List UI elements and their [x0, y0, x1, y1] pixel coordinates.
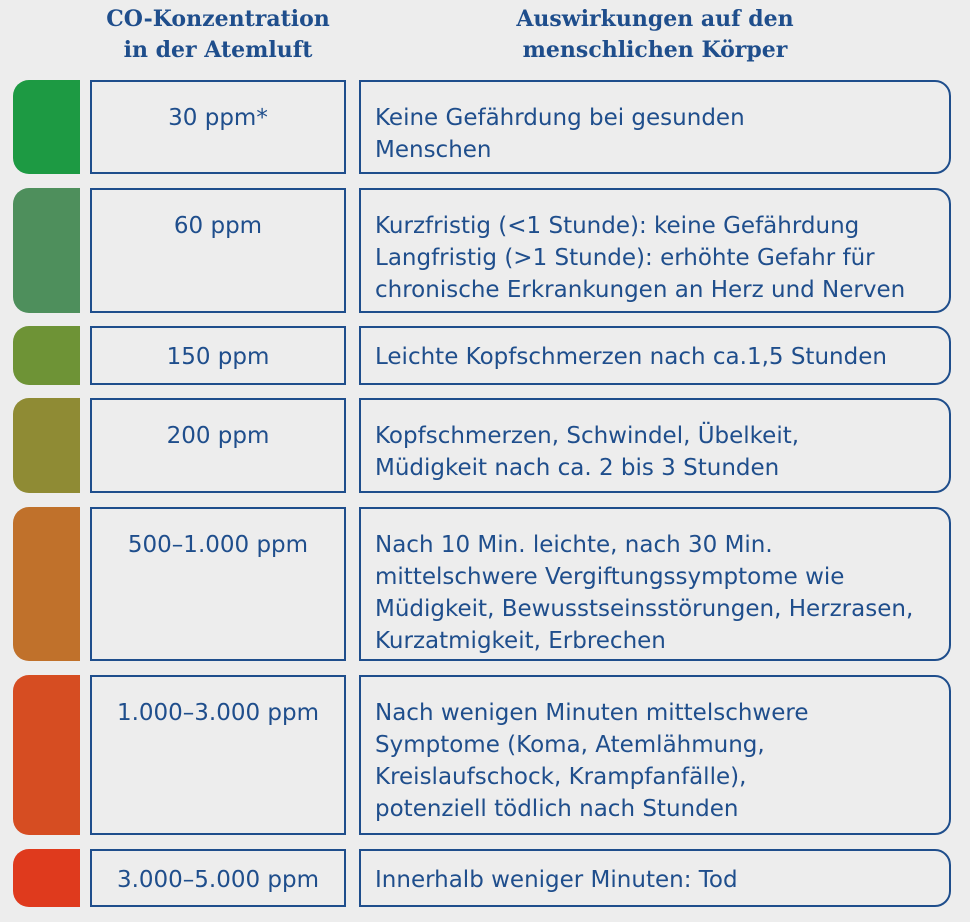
effect-line: chronische Erkrankungen an Herz und Nerven: [375, 277, 906, 303]
effect-cell: [359, 507, 951, 661]
table-row: [0, 188, 970, 313]
severity-color-swatch: [13, 849, 80, 907]
effect-line: Kopfschmerzen, Schwindel, Übelkeit,: [375, 423, 800, 449]
concentration-header-line: CO-Konzentration: [106, 6, 330, 32]
effect-cell: [359, 849, 951, 907]
table-row: [0, 80, 970, 174]
effect-line: Keine Gefährdung bei gesunden: [375, 105, 745, 131]
effect-line: Symptome (Koma, Atemlähmung,: [375, 732, 765, 758]
effect-cell: [359, 80, 951, 174]
concentration-cell: 3.000–5.000 ppm: [90, 849, 346, 907]
table-row: [0, 675, 970, 835]
table-row: [0, 849, 970, 907]
concentration-cell: 150 ppm: [90, 326, 346, 385]
effect-line: Kurzatmigkeit, Erbrechen: [375, 628, 666, 654]
severity-color-swatch: [13, 507, 80, 661]
table-row: [0, 398, 970, 493]
concentration-cell: 30 ppm*: [90, 80, 346, 174]
effect-line: Leichte Kopfschmerzen nach ca.1,5 Stunden: [375, 344, 887, 370]
effect-line: Innerhalb weniger Minuten: Tod: [375, 867, 738, 893]
concentration-cell: 60 ppm: [90, 188, 346, 313]
effect-line: Menschen: [375, 137, 492, 163]
concentration-cell: 500–1.000 ppm: [90, 507, 346, 661]
effect-line: Müdigkeit, Bewusstseinsstörungen, Herzrasen,: [375, 596, 914, 622]
severity-color-swatch: [13, 188, 80, 313]
effect-line: Kreislaufschock, Krampfanfälle),: [375, 764, 747, 790]
effect-cell: [359, 398, 951, 493]
effect-cell: [359, 326, 951, 385]
table-row: [0, 326, 970, 385]
effect-line: Nach wenigen Minuten mittelschwere: [375, 700, 809, 726]
effect-cell: [359, 675, 951, 835]
effects-header-line: menschlichen Körper: [522, 37, 788, 63]
concentration-column-header: [90, 4, 346, 66]
effect-line: mittelschwere Vergiftungssymptome wie: [375, 564, 845, 590]
effect-line: Müdigkeit nach ca. 2 bis 3 Stunden: [375, 455, 780, 481]
severity-color-swatch: [13, 80, 80, 174]
concentration-header-line: in der Atemluft: [123, 37, 313, 63]
effects-column-header: [360, 4, 950, 66]
severity-color-swatch: [13, 326, 80, 385]
concentration-cell: 200 ppm: [90, 398, 346, 493]
severity-color-swatch: [13, 398, 80, 493]
effects-header-line: Auswirkungen auf den: [516, 6, 794, 32]
severity-color-swatch: [13, 675, 80, 835]
effect-line: Kurzfristig (<1 Stunde): keine Gefährdung: [375, 213, 860, 239]
table-row: [0, 507, 970, 661]
effect-line: Nach 10 Min. leichte, nach 30 Min.: [375, 532, 773, 558]
effect-cell: [359, 188, 951, 313]
effect-line: potenziell tödlich nach Stunden: [375, 796, 739, 822]
concentration-cell: 1.000–3.000 ppm: [90, 675, 346, 835]
effect-line: Langfristig (>1 Stunde): erhöhte Gefahr für: [375, 245, 875, 271]
